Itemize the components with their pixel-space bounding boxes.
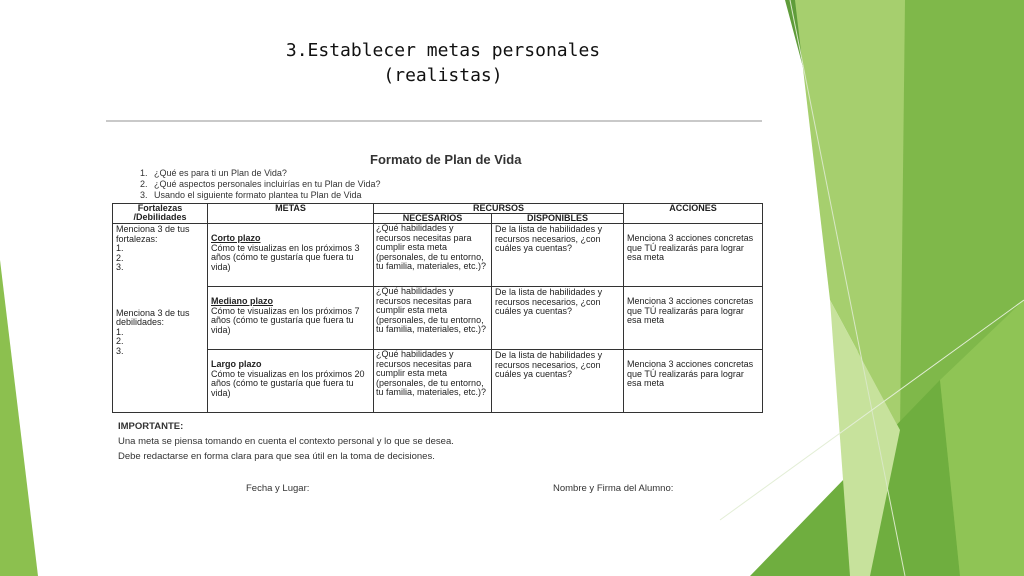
important-label: IMPORTANTE: (118, 421, 184, 432)
header-recursos: RECURSOS (374, 204, 624, 214)
left-green-sliver (0, 260, 38, 576)
plan-de-vida-document (106, 118, 762, 508)
slide-title (250, 38, 636, 88)
meta-text: Cómo te visualizas en los próximos 7 años (cómo te gustaría que fuera tu vida) (211, 305, 360, 335)
important-notes (118, 421, 454, 465)
document-top-rule (106, 120, 762, 122)
question-item: 1. ¿Qué es para ti un Plan de Vida? (140, 168, 287, 178)
fecha-lugar-label: Fecha y Lugar: (246, 483, 310, 494)
important-line: Debe redactarse en forma clara para que sea útil en la toma de decisiones. (118, 451, 435, 462)
acciones-cell: Menciona 3 acciones concretas que TÚ realizarás para lograr esa meta (624, 224, 763, 287)
nombre-firma-label: Nombre y Firma del Alumno: (553, 483, 674, 494)
acciones-cell: Menciona 3 acciones concretas que TÚ realizarás para lograr esa meta (624, 287, 763, 350)
meta-cell (208, 287, 374, 350)
meta-title: Mediano plazo (211, 296, 274, 306)
necesarios-cell: ¿Qué habilidades y recursos necesitas para cumplir esta meta (personales, de tu entorno, tu familia, materiales, etc.)? (374, 350, 492, 413)
meta-title: Corto plazo (211, 233, 261, 243)
header-metas: METAS (208, 204, 374, 224)
header-disponibles: DISPONIBLES (492, 214, 624, 224)
header-fortalezas: Fortalezas /Debilidades (113, 204, 208, 224)
meta-text: Cómo te visualizas en los próximos 20 años (cómo te gustaría que fuera tu vida) (211, 368, 365, 398)
slide-title-line-2: (realistas) (383, 65, 503, 86)
disponibles-cell: De la lista de habilidades y recursos necesarios, ¿con cuáles ya cuentas? (492, 350, 624, 413)
meta-cell (208, 350, 374, 413)
question-item: 3. Usando el siguiente formato plantea tu Plan de Vida (140, 190, 362, 200)
question-list (140, 168, 380, 201)
table-row (113, 350, 763, 413)
table-row (113, 287, 763, 350)
plan-table (112, 203, 763, 413)
important-line: Una meta se piensa tomando en cuenta el contexto personal y lo que se desea. (118, 436, 454, 447)
meta-text: Cómo te visualizas en los próximos 3 años (cómo te gustaría que fuera tu vida) (211, 242, 360, 272)
question-item: 2. ¿Qué aspectos personales incluirías en tu Plan de Vida? (140, 179, 381, 189)
acciones-cell: Menciona 3 acciones concretas que TÚ realizarás para lograr esa meta (624, 350, 763, 413)
slide-title-line-1: 3.Establecer metas personales (285, 40, 601, 61)
header-acciones: ACCIONES (624, 204, 763, 224)
meta-cell (208, 224, 374, 287)
meta-title: Largo plazo (211, 359, 262, 369)
fortalezas-debilidades-cell: Menciona 3 de tus fortalezas: 1. 2. 3. Menciona 3 de tus debilidades: 1. 2. 3. (113, 224, 208, 413)
header-necesarios: NECESARIOS (374, 214, 492, 224)
disponibles-cell: De la lista de habilidades y recursos necesarios, ¿con cuáles ya cuentas? (492, 224, 624, 287)
table-header-row (113, 204, 763, 214)
document-heading: Formato de Plan de Vida (370, 152, 522, 167)
table-row (113, 224, 763, 287)
necesarios-cell: ¿Qué habilidades y recursos necesitas para cumplir esta meta (personales, de tu entorno, tu familia, materiales, etc.)? (374, 287, 492, 350)
disponibles-cell: De la lista de habilidades y recursos necesarios, ¿con cuáles ya cuentas? (492, 287, 624, 350)
necesarios-cell: ¿Qué habilidades y recursos necesitas para cumplir esta meta (personales, de tu entorno, tu familia, materiales, etc.)? (374, 224, 492, 287)
